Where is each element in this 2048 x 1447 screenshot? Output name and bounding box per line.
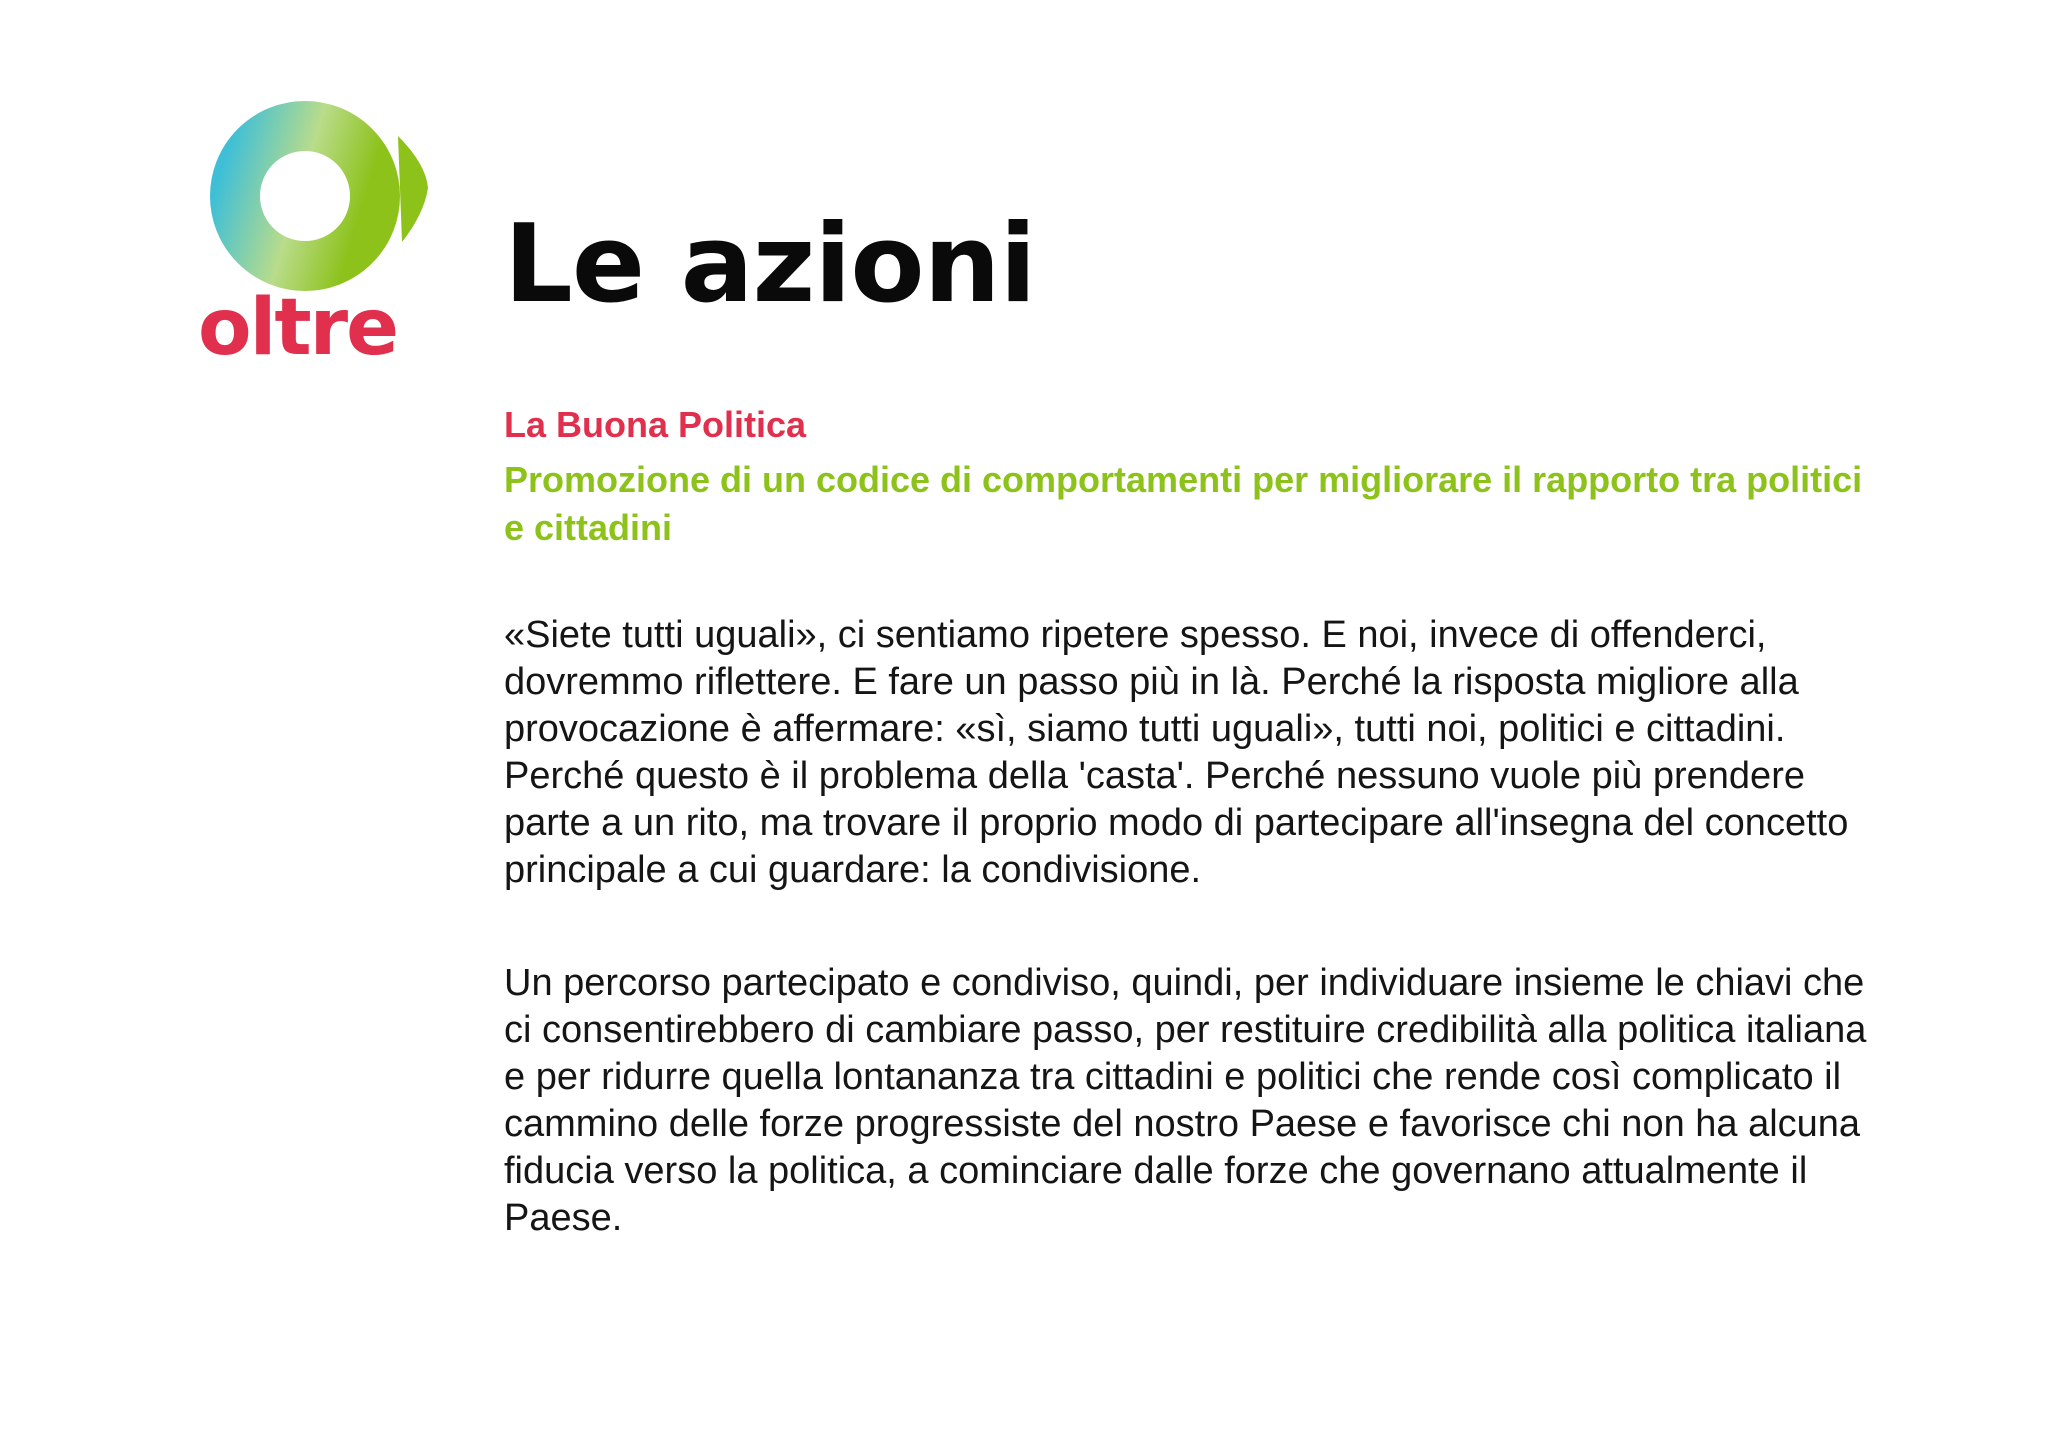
logo-wordmark: oltre <box>198 283 397 366</box>
body-paragraph-1: «Siete tutti uguali», ci sentiamo ripetere spesso. E noi, invece di offenderci, dovremmo riflettere. E fare un passo più in là. Perché la risposta migliore alla provocazione è affermare: «sì, siamo tutti uguali», tutti noi, politici e cittadini. Perché questo è il problema della 'casta'. Perché nessuno vuole più prendere parte a un rito, ma trovare il proprio modo di partecipare all'insegna del concetto principale a cui guardare: la condivisione. <box>504 614 1849 891</box>
main-content <box>504 400 1884 1242</box>
oltre-ring-icon <box>190 96 440 366</box>
section-subtitle: Promozione di un codice di comportamenti per migliorare il rapporto tra politici e cittadini <box>504 459 1863 548</box>
page-title: Le azioni <box>504 202 1036 327</box>
body-paragraph-2: Un percorso partecipato e condiviso, quindi, per individuare insieme le chiavi che ci consentirebbero di cambiare passo, per restituire credibilità alla politica italiana e per ridurre quella lontananza tra cittadini e politici che rende così complicato il cammino delle forze progressiste del nostro Paese e favorisce chi non ha alcuna fiducia verso la politica, a cominciare dalle forze che governano attualmente il Paese. <box>504 962 1867 1239</box>
section-label: La Buona Politica <box>504 404 807 445</box>
oltre-logo <box>190 96 440 366</box>
